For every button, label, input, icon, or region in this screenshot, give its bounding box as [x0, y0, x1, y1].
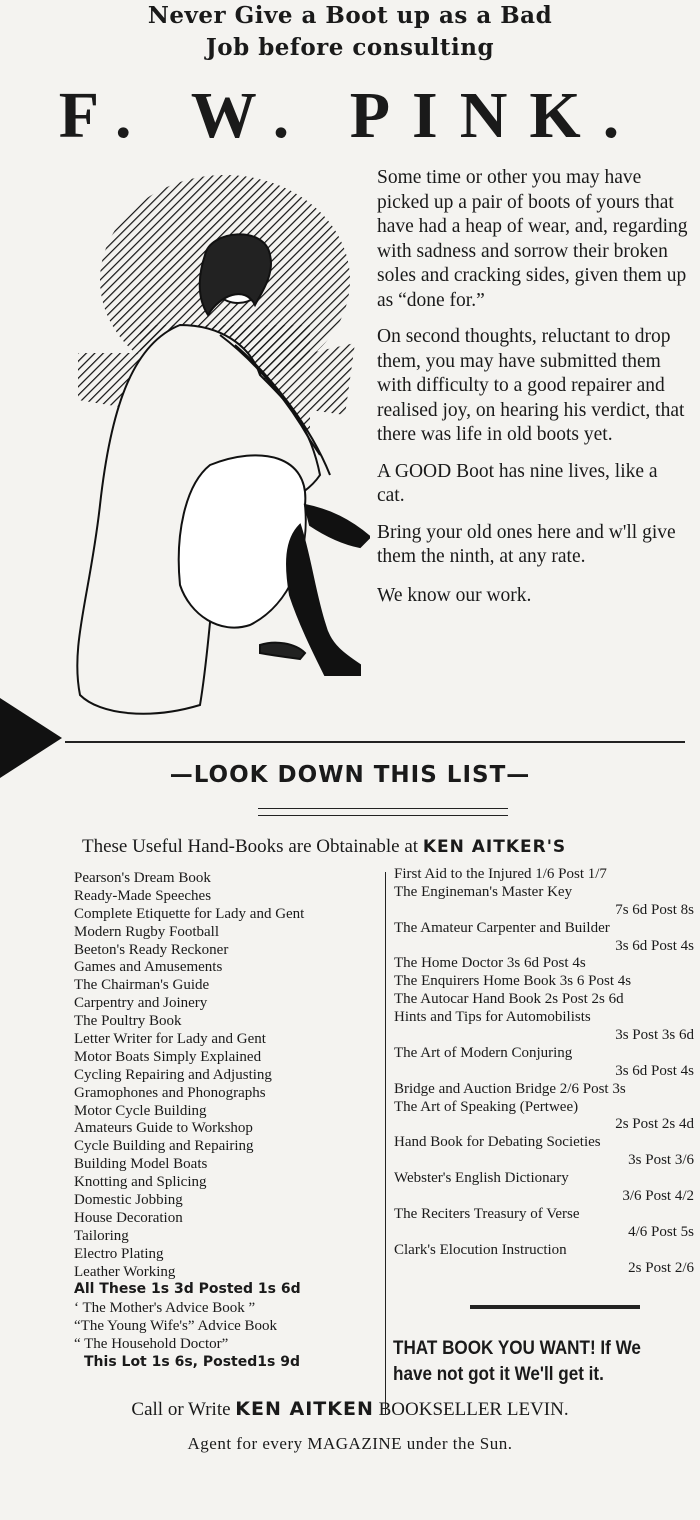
- woman-boot-illustration: [60, 175, 370, 740]
- list-item: The Engineman's Master Key: [394, 883, 573, 900]
- list-header: —LOOK DOWN THIS LIST—: [169, 762, 531, 788]
- bookseller-location: BOOKSELLER LEVIN.: [378, 1399, 569, 1420]
- list-item: Cycling Repairing and Adjusting: [74, 1066, 272, 1083]
- ad-paragraph-3: A GOOD Boot has nine lives, like a cat.: [377, 460, 658, 506]
- list-item: Letter Writer for Lady and Gent: [74, 1031, 266, 1048]
- list-item-price: 3s Post 3s 6d: [615, 1027, 694, 1044]
- list-item-price: 3/6 Post 4/2: [622, 1188, 694, 1205]
- headline-line-1: Never Give a Boot up as a Bad: [147, 2, 553, 29]
- list-item-price: 2s Post 2s 4d: [615, 1116, 694, 1133]
- left-price-line: All These 1s 3d Posted 1s 6d: [74, 1281, 301, 1298]
- list-item: Hand Book for Debating Societies: [394, 1134, 601, 1151]
- list-item: ‘ The Mother's Advice Book ”: [74, 1300, 256, 1317]
- list-item: The Poultry Book: [74, 1013, 182, 1030]
- list-item: House Decoration: [74, 1209, 183, 1226]
- list-item: “The Young Wife's” Advice Book: [74, 1318, 278, 1335]
- list-item: Knotting and Splicing: [74, 1174, 207, 1191]
- list-item-price: 3s Post 3/6: [628, 1152, 694, 1169]
- list-item: Motor Boats Simply Explained: [74, 1048, 262, 1065]
- list-item: Electro Plating: [74, 1245, 164, 1262]
- left-book-list: [74, 870, 384, 1373]
- right-column-rule: [470, 1305, 640, 1309]
- list-item: The Autocar Hand Book 2s Post 2s 6d: [394, 991, 624, 1008]
- ad-paragraph-5: We know our work.: [377, 584, 532, 606]
- list-item: Gramophones and Phonographs: [74, 1084, 266, 1101]
- advertiser-name: F. W. PINK.: [58, 79, 642, 152]
- list-item: Building Model Boats: [74, 1156, 208, 1173]
- call-text: Call or Write: [131, 1399, 231, 1420]
- list-item: The Amateur Carpenter and Builder: [394, 919, 610, 936]
- list-item-price: 3s 6d Post 4s: [615, 937, 694, 954]
- list-item-price: 2s Post 2/6: [628, 1259, 694, 1276]
- header-rule-2: [258, 815, 508, 816]
- obtainable-line: [82, 836, 566, 858]
- petticoat: [179, 455, 306, 627]
- call-line: [0, 1398, 700, 1421]
- list-item: Tailoring: [74, 1227, 129, 1244]
- headline-line-2: Job before consulting: [205, 34, 495, 61]
- list-item: Carpentry and Joinery: [74, 995, 208, 1012]
- list-item: Motor Cycle Building: [74, 1102, 207, 1119]
- list-item: Cycle Building and Repairing: [74, 1138, 254, 1155]
- list-item-price: 4/6 Post 5s: [628, 1223, 694, 1240]
- list-item: Leather Working: [74, 1263, 176, 1280]
- list-item: Beeton's Ready Reckoner: [74, 941, 229, 958]
- ad-paragraph-1: Some time or other you may have picked up a pair of boots of yours that have had a heap of wear, and, regarding with sadness and sorrow their broken soles and cracking sides, given them up as “done for.”: [377, 167, 688, 311]
- ad-copy-column: [377, 166, 689, 608]
- list-item: The Enquirers Home Book 3s 6 Post 4s: [394, 973, 632, 990]
- list-item: The Reciters Treasury of Verse: [394, 1205, 580, 1222]
- bookseller-name: KEN AITKEN: [235, 1398, 374, 1420]
- list-item-price: 7s 6d Post 8s: [615, 901, 694, 918]
- right-book-list: [394, 866, 700, 1277]
- header-rule-1: [258, 808, 508, 809]
- ad-paragraph-4: Bring your old ones here and w'll give them the ninth, at any rate.: [377, 521, 676, 567]
- list-item: “ The Household Doctor”: [74, 1336, 229, 1353]
- list-item: The Home Doctor 3s 6d Post 4s: [394, 955, 586, 972]
- agent-line: Agent for every MAGAZINE under the Sun.: [187, 1434, 513, 1453]
- shop-name: KEN AITKER'S: [422, 837, 567, 857]
- list-item: Pearson's Dream Book: [74, 870, 211, 886]
- list-item: Complete Etiquette for Lady and Gent: [74, 905, 305, 922]
- list-item: The Art of Speaking (Pertwee): [394, 1098, 579, 1115]
- list-item: Modern Rugby Football: [74, 923, 219, 940]
- advice-price-line: This Lot 1s 6s, Posted1s 9d: [84, 1354, 300, 1371]
- column-divider: [385, 872, 386, 1414]
- list-item-price: 3s 6d Post 4s: [615, 1062, 694, 1079]
- list-item: Ready-Made Speeches: [74, 887, 212, 904]
- list-item: Amateurs Guide to Workshop: [74, 1120, 253, 1137]
- list-item: Domestic Jobbing: [74, 1192, 183, 1209]
- discarded-shoe: [260, 643, 305, 659]
- list-item: Bridge and Auction Bridge 2/6 Post 3s: [394, 1080, 626, 1097]
- raised-boot: [305, 505, 370, 547]
- list-item: Clark's Elocution Instruction: [394, 1241, 567, 1258]
- obtainable-text: These Useful Hand-Books are Obtainable at: [82, 836, 419, 857]
- book-want-notice: THAT BOOK YOU WANT! If We have not got it We'll get it.: [393, 1338, 641, 1385]
- list-item: Webster's English Dictionary: [394, 1170, 569, 1187]
- ad-paragraph-2: On second thoughts, reluctant to drop them, you may have submitted them with difficulty to a good repairer and realised joy, on hearing his verdict, that there was life in old boots yet.: [377, 326, 685, 445]
- list-item: The Chairman's Guide: [74, 977, 210, 994]
- section-divider: [65, 741, 685, 743]
- list-item: Games and Amusements: [74, 959, 223, 976]
- list-item: The Art of Modern Conjuring: [394, 1044, 573, 1061]
- list-item: Hints and Tips for Automobilists: [394, 1009, 591, 1026]
- list-item: First Aid to the Injured 1/6 Post 1/7: [394, 866, 607, 882]
